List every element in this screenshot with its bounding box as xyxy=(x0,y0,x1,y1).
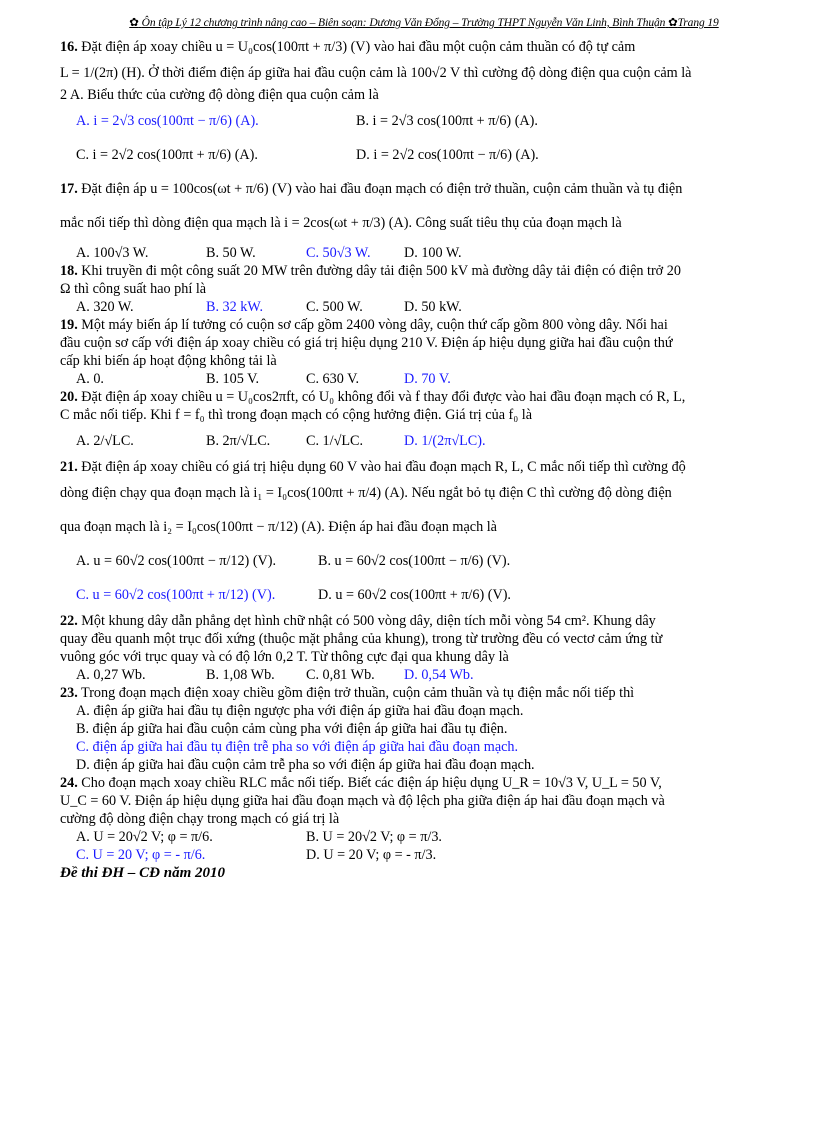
option-a[interactable]: A. u = 60√2 cos(100πt − π/12) (V). xyxy=(76,553,277,569)
option-c[interactable]: C. U = 20 V; φ = - π/6. xyxy=(76,847,206,863)
option-a[interactable]: A. U = 20√2 V; φ = π/6. xyxy=(76,829,213,845)
options-row xyxy=(76,552,788,570)
question-text: dòng điện chạy qua đoạn mạch là i₁ = I₀cos(100πt + π/4) (A). Nếu ngắt bỏ tụ điện C thì cường độ dòng điện xyxy=(60,485,672,501)
option-d[interactable]: D. u = 60√2 cos(100πt + π/6) (V). xyxy=(318,587,511,603)
question-text: cấp khi biến áp hoạt động không tải là xyxy=(60,353,277,369)
question-text: Một khung dây dẫn phẳng dẹt hình chữ nhật có 500 vòng dây, diện tích mỗi vòng 54 cm². Khung dây xyxy=(81,613,656,629)
header-page: Trang 19 xyxy=(677,17,719,29)
document-page xyxy=(60,14,788,882)
question-number: 20. xyxy=(60,389,78,405)
option-c[interactable]: C. 630 V. xyxy=(306,371,360,387)
option-a[interactable]: A. 2/√LC. xyxy=(76,433,134,449)
options-row xyxy=(76,586,788,604)
option-a[interactable]: A. 100√3 W. xyxy=(76,245,149,261)
question-20 xyxy=(60,388,788,458)
question-text: Ω thì công suất hao phí là xyxy=(60,281,207,297)
question-text: L = 1/(2π) (H). Ở thời điểm điện áp giữa hai đầu cuộn cảm là 100√2 V thì cường độ dòng điện qua cuộn cảm là xyxy=(60,65,692,81)
option-d[interactable]: D. 0,54 Wb. xyxy=(404,667,474,683)
options-row xyxy=(76,666,788,684)
option-b[interactable]: B. U = 20√2 V; φ = π/3. xyxy=(306,829,442,845)
option-b[interactable]: B. 32 kW. xyxy=(206,299,264,315)
question-19 xyxy=(60,316,788,388)
question-number: 24. xyxy=(60,775,78,791)
question-text: Đặt điện áp xoay chiều u = U₀cos2πft, có U₀ không đổi và f thay đổi được vào hai đầu đoạn mạch có R, L, xyxy=(81,389,686,405)
option-c[interactable]: C. 500 W. xyxy=(306,299,363,315)
question-text: Cho đoạn mạch xoay chiều RLC mắc nối tiếp. Biết các điện áp hiệu dụng U_R = 10√3 V, U_L = 50 V, xyxy=(81,775,662,791)
option-d[interactable]: D. 70 V. xyxy=(404,371,451,387)
question-text: U_C = 60 V. Điện áp hiệu dụng giữa hai đầu đoạn mạch và độ lệch pha giữa điện áp hai đầu đoạn mạch và xyxy=(60,793,665,809)
question-text: Đặt điện áp xoay chiều u = U₀cos(100πt + π/3) (V) vào hai đầu một cuộn cảm thuần có độ tự cảm xyxy=(81,39,636,55)
option-b[interactable]: B. u = 60√2 cos(100πt − π/6) (V). xyxy=(318,553,511,569)
question-number: 19. xyxy=(60,317,78,333)
question-text: vuông góc với trục quay và có độ lớn 0,2 T. Từ thông cực đại qua khung dây là xyxy=(60,649,509,665)
question-18 xyxy=(60,262,788,316)
question-text: mắc nối tiếp thì dòng điện qua mạch là i = 2cos(ωt + π/3) (A). Công suất tiêu thụ của đoạn mạch là xyxy=(60,215,622,231)
question-text: Khi truyền đi một công suất 20 MW trên đường dây tải điện 500 kV mà đường dây tải điện có điện trở 20 xyxy=(81,263,681,279)
options-row xyxy=(76,370,788,388)
question-text: cường độ dòng điện chạy trong mạch có giá trị là xyxy=(60,811,340,827)
question-text: C mắc nối tiếp. Khi f = f₀ thì trong đoạn mạch có cộng hưởng điện. Giá trị của f₀ là xyxy=(60,407,532,423)
question-number: 18. xyxy=(60,263,78,279)
option-c[interactable]: C. 50√3 W. xyxy=(306,245,371,261)
question-21 xyxy=(60,458,788,612)
options-row xyxy=(76,846,788,864)
option-d[interactable]: D. i = 2√2 cos(100πt − π/6) (A). xyxy=(356,147,539,163)
option-b[interactable]: B. 2π/√LC. xyxy=(206,433,271,449)
page-header xyxy=(60,14,788,32)
question-text: 2 A. Biểu thức của cường độ dòng điện qua cuộn cảm là xyxy=(60,87,379,103)
option-b[interactable]: B. i = 2√3 cos(100πt + π/6) (A). xyxy=(356,113,538,129)
clover-icon: ✿ xyxy=(129,17,139,29)
question-23 xyxy=(60,684,788,774)
option-c[interactable]: C. 0,81 Wb. xyxy=(306,667,375,683)
question-22 xyxy=(60,612,788,684)
question-number: 16. xyxy=(60,39,78,55)
options-row xyxy=(76,244,788,262)
option-b[interactable]: B. 105 V. xyxy=(206,371,260,387)
question-text: Đặt điện áp xoay chiều có giá trị hiệu dụng 60 V vào hai đầu đoạn mạch R, L, C mắc nối tiếp thì cường độ xyxy=(81,459,686,475)
option-d[interactable]: D. điện áp giữa hai đầu cuộn cảm trễ pha so với điện áp giữa hai đầu đoạn mạch. xyxy=(76,757,535,773)
question-text: Đặt điện áp u = 100cos(ωt + π/6) (V) vào hai đầu đoạn mạch có điện trở thuần, cuộn cảm thuần và tụ điện xyxy=(81,181,683,197)
option-d[interactable]: D. 1/(2π√LC). xyxy=(404,433,486,449)
option-a[interactable]: A. 0,27 Wb. xyxy=(76,667,146,683)
option-c[interactable]: C. i = 2√2 cos(100πt + π/6) (A). xyxy=(76,147,258,163)
option-c[interactable]: C. 1/√LC. xyxy=(306,433,364,449)
question-16 xyxy=(60,38,788,164)
option-b[interactable]: B. 1,08 Wb. xyxy=(206,667,275,683)
question-text: Trong đoạn mạch điện xoay chiều gồm điện trở thuần, cuộn cảm thuần và tụ điện mắc nối tiếp thì xyxy=(81,685,635,701)
option-a[interactable]: A. điện áp giữa hai đầu tụ điện ngược pha với điện áp giữa hai đầu đoạn mạch. xyxy=(76,703,524,719)
question-text: Một máy biến áp lí tưởng có cuộn sơ cấp gồm 2400 vòng dây, cuộn thứ cấp gồm 800 vòng dây. Nối hai xyxy=(81,317,668,333)
question-text: quay đều quanh một trục đối xứng (thuộc mặt phẳng của khung), trong từ trường đều có vectơ cảm ứng từ xyxy=(60,631,663,647)
option-b[interactable]: B. điện áp giữa hai đầu cuộn cảm cùng pha với điện áp giữa hai đầu tụ điện. xyxy=(76,721,508,737)
option-a[interactable]: A. 320 W. xyxy=(76,299,134,315)
question-text: qua đoạn mạch là i₂ = I₀cos(100πt − π/12) (A). Điện áp hai đầu đoạn mạch là xyxy=(60,519,497,535)
question-24 xyxy=(60,774,788,864)
options-row xyxy=(76,828,788,846)
option-a[interactable]: A. 0. xyxy=(76,371,104,387)
question-number: 17. xyxy=(60,181,78,197)
options-row xyxy=(76,112,788,130)
clover-icon: ✿ xyxy=(668,17,678,29)
option-b[interactable]: B. 50 W. xyxy=(206,245,256,261)
question-number: 22. xyxy=(60,613,78,629)
question-17 xyxy=(60,180,788,262)
section-footer: Đề thi ĐH – CĐ năm 2010 xyxy=(60,865,226,881)
question-number: 21. xyxy=(60,459,78,475)
option-d[interactable]: D. 50 kW. xyxy=(404,299,462,315)
question-number: 23. xyxy=(60,685,78,701)
header-text: Ôn tập Lý 12 chương trình nâng cao – Biên soạn: Dương Văn Đổng – Trường THPT Nguyễn Văn Linh, Bình Thuận xyxy=(141,17,666,29)
option-d[interactable]: D. 100 W. xyxy=(404,245,462,261)
options-row xyxy=(76,146,788,164)
options-row xyxy=(76,298,788,316)
question-text: đầu cuộn sơ cấp với điện áp xoay chiều có giá trị hiệu dụng 210 V. Điện áp hiệu dụng giữa hai đầu cuộn thứ xyxy=(60,335,673,351)
options-row xyxy=(76,432,788,450)
option-c[interactable]: C. u = 60√2 cos(100πt + π/12) (V). xyxy=(76,587,276,603)
option-d[interactable]: D. U = 20 V; φ = - π/3. xyxy=(306,847,437,863)
option-c[interactable]: C. điện áp giữa hai đầu tụ điện trễ pha so với điện áp giữa hai đầu đoạn mạch. xyxy=(76,739,519,755)
option-a[interactable]: A. i = 2√3 cos(100πt − π/6) (A). xyxy=(76,113,259,129)
